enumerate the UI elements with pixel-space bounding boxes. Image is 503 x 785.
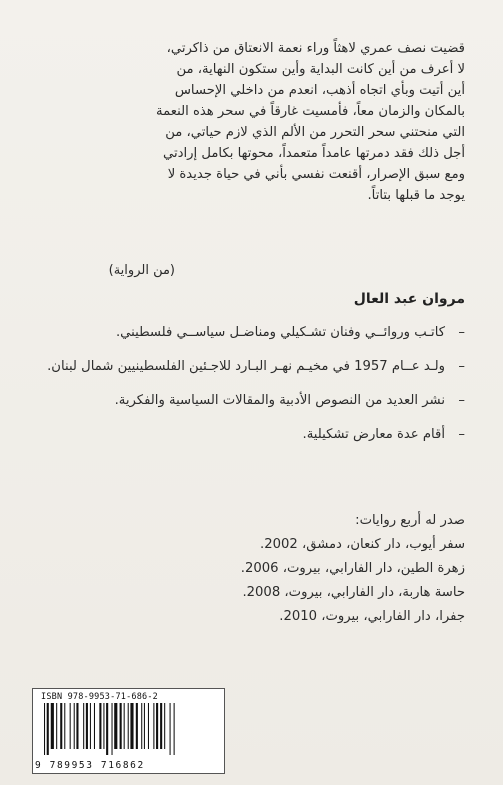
excerpt-line: يوجد ما قبلها بتاتاً. xyxy=(367,188,465,203)
barcode-bar xyxy=(164,703,165,749)
barcode-bar xyxy=(60,703,62,749)
barcode-bar xyxy=(47,703,49,755)
barcode-bar xyxy=(144,703,145,749)
barcode-bar xyxy=(64,703,65,749)
barcode-bar xyxy=(130,703,133,749)
excerpt-source-note: (من الرواية) xyxy=(108,263,175,278)
barcode-bar xyxy=(112,703,113,755)
barcode-bar xyxy=(120,703,122,749)
barcode-bar xyxy=(86,703,88,749)
isbn-barcode xyxy=(32,688,225,774)
barcode-icon xyxy=(40,703,218,755)
bio-text: أقام عدة معارض تشكيلية. xyxy=(302,427,445,442)
barcode-bar xyxy=(83,703,84,749)
bio-text: كاتـب وروائــي وفنان تشـكيلي ومناضـل سياســي فلسطيني. xyxy=(115,325,445,340)
bio-item xyxy=(25,424,465,445)
barcode-bar xyxy=(156,703,158,749)
novel-item: سفر أيوب، دار كنعان، دمشق، 2002. xyxy=(260,537,465,552)
excerpt-line: التي منحتني سحر التحرر من الألم الذي لازم حياتي، من xyxy=(165,125,465,140)
excerpt-line: أين أتيت وبأي اتجاه أذهب، انعدم من داخلي الإحساس xyxy=(174,83,465,98)
novel-item: حاسة هاربة، دار الفارابي، بيروت، 2008. xyxy=(242,585,465,600)
author-bio-list xyxy=(25,322,465,458)
barcode-bar xyxy=(128,703,129,749)
bullet-dash: – xyxy=(458,427,465,442)
isbn-label: ISBN 978-9953-71-686-2 xyxy=(41,692,158,702)
barcode-bar xyxy=(103,703,104,749)
barcode-bar xyxy=(148,703,149,749)
novel-item: زهرة الطين، دار الفارابي، بيروت، 2006. xyxy=(240,561,465,576)
barcode-bar xyxy=(106,703,108,755)
barcode-bar xyxy=(170,703,171,755)
barcode-bar xyxy=(56,703,57,749)
bio-item xyxy=(25,322,465,343)
barcode-bar xyxy=(44,703,45,755)
barcode-bar xyxy=(114,703,117,749)
excerpt-line: قضيت نصف عمري لاهثاً وراء نعمة الانعتاق من ذاكرتي، xyxy=(166,41,465,56)
bullet-dash: – xyxy=(458,393,465,408)
barcode-bar xyxy=(76,703,78,749)
barcode-bar xyxy=(160,703,162,749)
excerpt-line: لا أعرف من أين كانت البداية وأين ستكون النهاية، من xyxy=(176,62,465,77)
barcode-bar xyxy=(90,703,91,749)
barcode-bar xyxy=(124,703,125,749)
bio-item xyxy=(25,356,465,377)
excerpt-line: ومع سبق الإصرار، أقنعت نفسي بأني في حياة جديدة لا xyxy=(167,167,465,182)
barcode-bar xyxy=(153,703,154,749)
novels-list xyxy=(241,509,465,629)
barcode-bar xyxy=(99,703,101,749)
excerpt-line: أجل ذلك فقد دمرتها عامداً متعمداً، محوتها بكامل إرادتي xyxy=(162,146,465,161)
barcode-bar xyxy=(136,703,138,749)
barcode-bar xyxy=(51,703,54,749)
novels-heading: صدر له أربع روايات: xyxy=(355,513,465,528)
bullet-dash: – xyxy=(458,325,465,340)
bio-text: ولـد عــام 1957 في مخيـم نهـر البـارد للاجـئين الفلسطينيين شمال لبنان. xyxy=(47,359,445,374)
barcode-bar xyxy=(174,703,175,755)
bullet-dash: – xyxy=(458,359,465,374)
barcode-bar xyxy=(94,703,95,749)
novel-excerpt xyxy=(35,38,465,206)
novel-item: جفرا، دار الفارابي، بيروت، 2010. xyxy=(279,609,465,624)
barcode-bar xyxy=(141,703,142,749)
bio-text: نشر العديد من النصوص الأدبية والمقالات السياسية والفكرية. xyxy=(114,393,445,408)
barcode-digits: 9 789953 716862 xyxy=(35,760,145,771)
barcode-bar xyxy=(74,703,75,749)
excerpt-line: بالمكان والزمان معاً، فأمسيت غارقاً في سحر هذه النعمة xyxy=(156,104,465,119)
bio-item xyxy=(25,390,465,411)
barcode-bar xyxy=(70,703,71,749)
author-name: مروان عبد العال xyxy=(353,291,465,307)
